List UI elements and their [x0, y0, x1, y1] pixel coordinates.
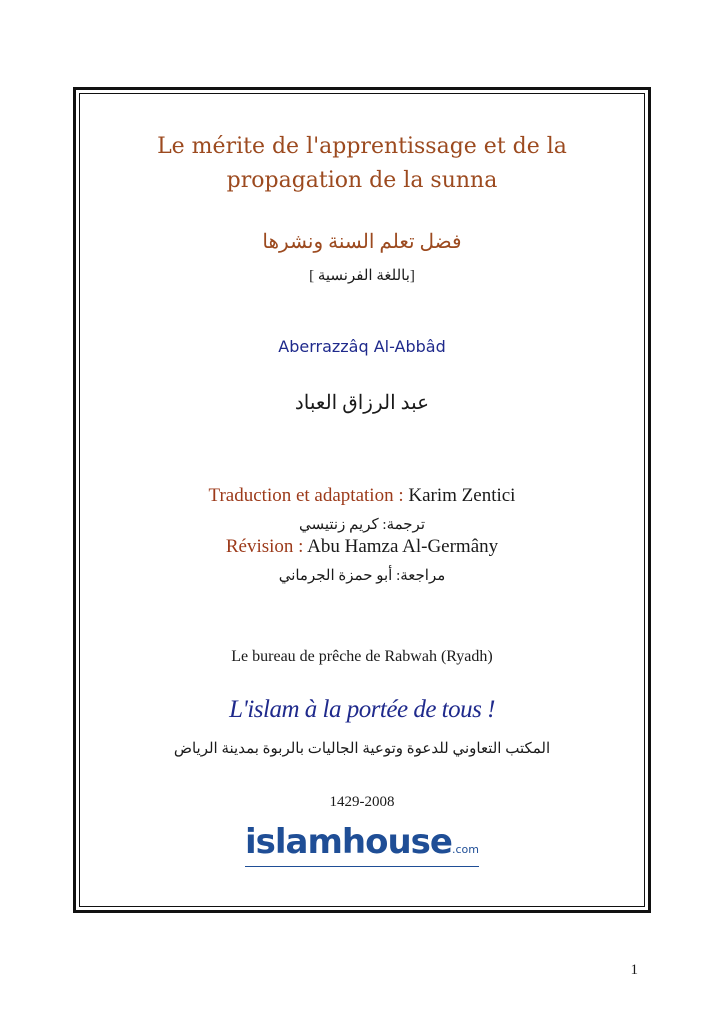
author-french: Aberrazzâq Al-Abbâd	[278, 337, 446, 356]
logo-wordmark	[245, 822, 479, 867]
author-arabic: عبد الرزاق العباد	[294, 392, 430, 414]
reviser-name: Abu Hamza Al-Germâny	[307, 536, 499, 557]
translation-arabic: ترجمة: كريم زنتيسي	[298, 517, 426, 533]
revision-arabic: مراجعة: أبو حمزة الجرماني	[278, 568, 446, 584]
logo-main-text: islamhouse	[245, 822, 452, 862]
revision-label: Révision :	[225, 536, 304, 557]
slogan: L'islam à la portée de tous !	[229, 696, 495, 723]
translator-name: Karim Zentici	[408, 485, 516, 506]
islamhouse-logo[interactable]	[80, 822, 644, 867]
title-french: Le mérite de l'apprentissage et de la propagation de la sunna	[157, 134, 567, 193]
cover-content	[80, 94, 644, 906]
language-note-arabic: [ باللغة الفرنسية]	[309, 268, 415, 284]
title-arabic: فضل تعلم السنة ونشرها	[262, 231, 462, 253]
bureau-name: Le bureau de prêche de Rabwah (Ryadh)	[231, 648, 493, 665]
translation-line	[80, 485, 644, 507]
publication-year: 1429-2008	[329, 794, 395, 810]
translation-label: Traduction et adaptation :	[208, 485, 404, 506]
logo-suffix: .com	[451, 843, 479, 856]
page-number: 1	[630, 962, 638, 978]
office-arabic: المكتب التعاوني للدعوة وتوعية الجاليات بالربوة بمدينة الرياض	[173, 741, 551, 757]
revision-line	[80, 536, 644, 558]
